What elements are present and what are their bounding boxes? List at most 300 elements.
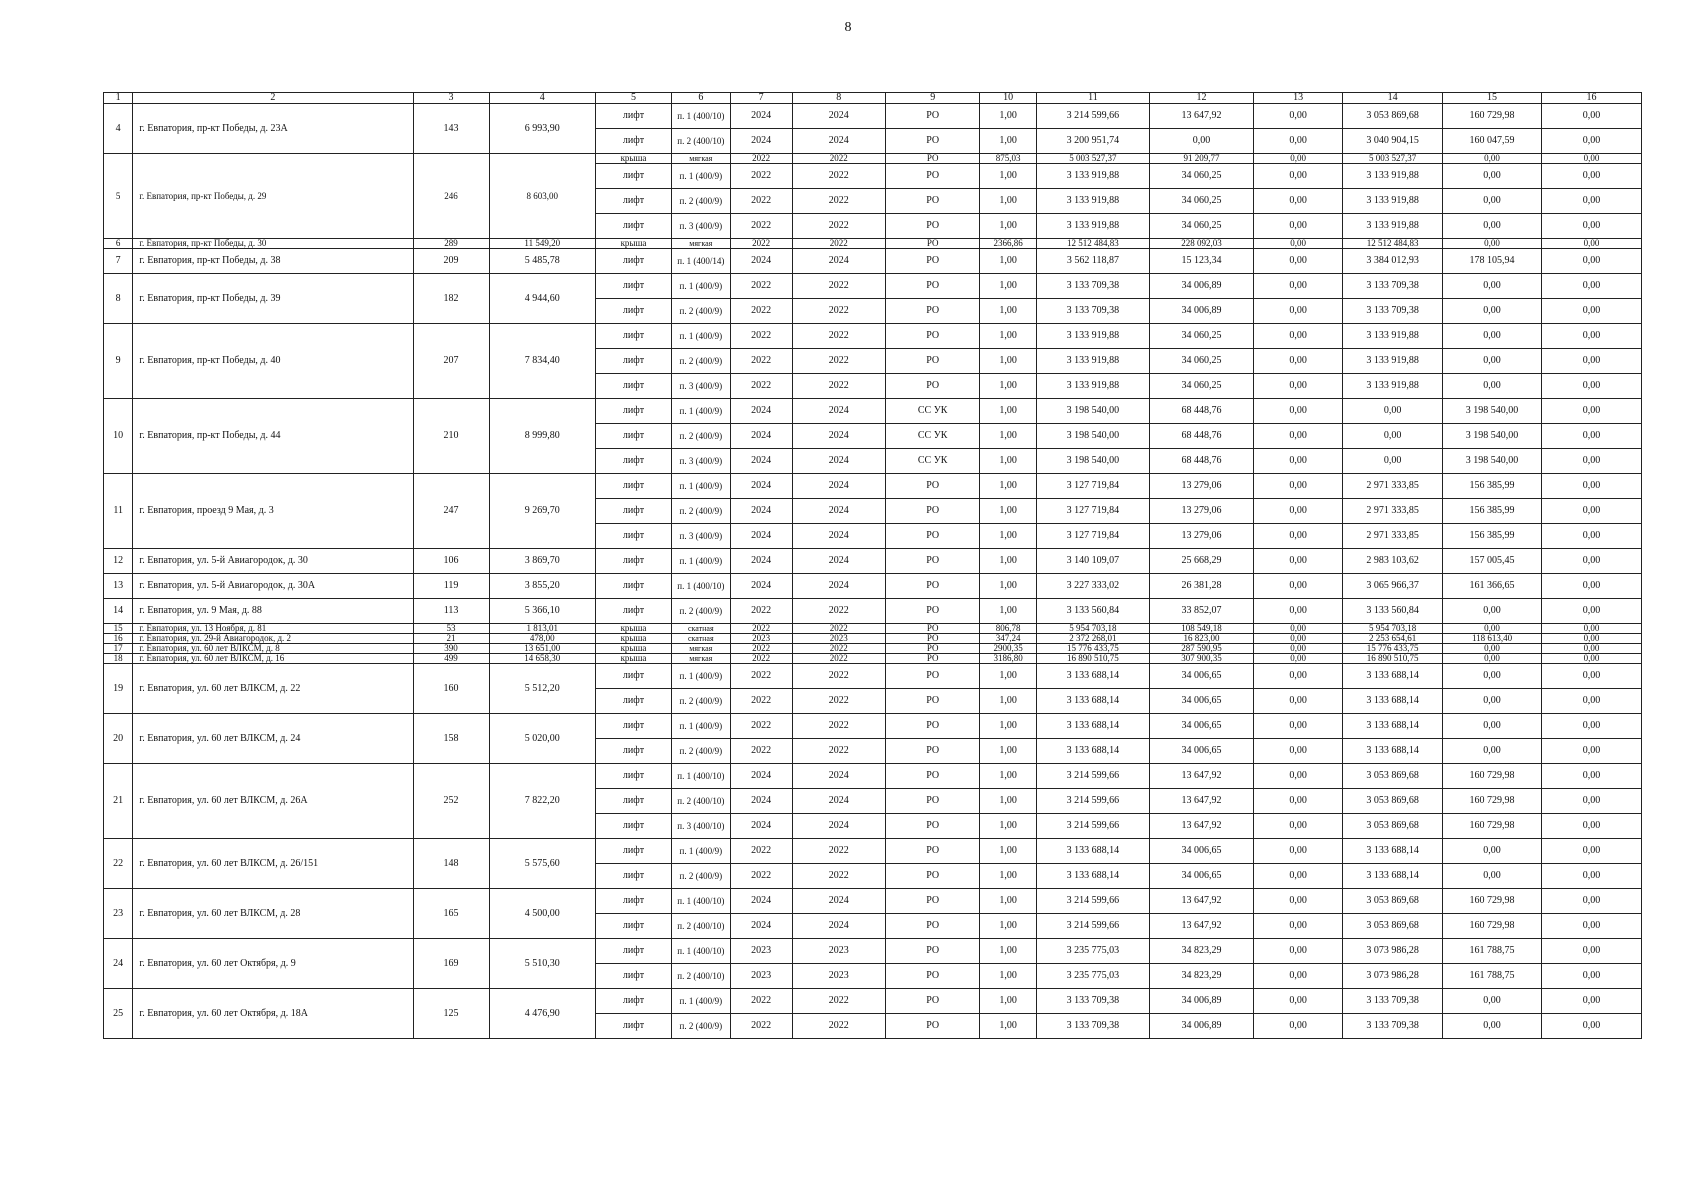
col-15-cell: 3 198 540,00	[1443, 399, 1542, 424]
col-14-cell: 3 133 688,14	[1343, 864, 1443, 889]
col-13-cell: 0,00	[1254, 864, 1343, 889]
year-start-cell: 2023	[730, 634, 792, 644]
address-cell: г. Евпатория, проезд 9 Мая, д. 3	[133, 474, 413, 549]
col-12-cell: 91 209,77	[1149, 154, 1253, 164]
work-type-cell: лифт	[595, 274, 671, 299]
residents-cell: 165	[413, 889, 489, 939]
address-cell: г. Евпатория, пр-кт Победы, д. 38	[133, 249, 413, 274]
col-15-cell: 0,00	[1443, 664, 1542, 689]
quantity-cell: 1,00	[980, 274, 1036, 299]
year-end-cell: 2022	[792, 239, 885, 249]
col-13-cell: 0,00	[1254, 634, 1343, 644]
fund-method-cell: РО	[885, 299, 979, 324]
residents-cell: 207	[413, 324, 489, 399]
fund-method-cell: РО	[885, 664, 979, 689]
year-end-cell: 2022	[792, 739, 885, 764]
quantity-cell: 1,00	[980, 424, 1036, 449]
col-16-cell: 0,00	[1541, 624, 1641, 634]
year-end-cell: 2024	[792, 449, 885, 474]
column-header-8: 8	[792, 93, 885, 104]
year-end-cell: 2023	[792, 964, 885, 989]
work-type-cell: лифт	[595, 299, 671, 324]
total-cost-cell: 3 133 560,84	[1036, 599, 1149, 624]
row-number-cell: 14	[104, 599, 133, 624]
col-12-cell: 13 279,06	[1149, 499, 1253, 524]
address-cell: г. Евпатория, пр-кт Победы, д. 44	[133, 399, 413, 474]
col-16-cell: 0,00	[1541, 764, 1641, 789]
col-15-cell: 160 729,98	[1443, 104, 1542, 129]
residents-cell: 246	[413, 154, 489, 239]
col-14-cell: 0,00	[1343, 449, 1443, 474]
col-13-cell: 0,00	[1254, 599, 1343, 624]
col-14-cell: 3 040 904,15	[1343, 129, 1443, 154]
area-cell: 9 269,70	[489, 474, 595, 549]
element-cell: п. 2 (400/9)	[672, 864, 731, 889]
element-cell: п. 2 (400/9)	[672, 299, 731, 324]
col-15-cell: 160 047,59	[1443, 129, 1542, 154]
col-15-cell: 0,00	[1443, 299, 1542, 324]
quantity-cell: 1,00	[980, 964, 1036, 989]
col-15-cell: 0,00	[1443, 714, 1542, 739]
address-cell: г. Евпатория, ул. 9 Мая, д. 88	[133, 599, 413, 624]
work-type-cell: крыша	[595, 634, 671, 644]
col-13-cell: 0,00	[1254, 154, 1343, 164]
col-12-cell: 108 549,18	[1149, 624, 1253, 634]
total-cost-cell: 3 133 688,14	[1036, 664, 1149, 689]
work-type-cell: лифт	[595, 189, 671, 214]
col-15-cell: 161 788,75	[1443, 964, 1542, 989]
col-14-cell: 2 983 103,62	[1343, 549, 1443, 574]
total-cost-cell: 3 133 919,88	[1036, 189, 1149, 214]
col-13-cell: 0,00	[1254, 374, 1343, 399]
element-cell: п. 1 (400/10)	[672, 764, 731, 789]
quantity-cell: 1,00	[980, 349, 1036, 374]
col-15-cell: 0,00	[1443, 839, 1542, 864]
residents-cell: 158	[413, 714, 489, 764]
work-type-cell: лифт	[595, 814, 671, 839]
capital-repair-table	[103, 92, 1642, 1039]
table-row	[104, 989, 1642, 1014]
col-13-cell: 0,00	[1254, 129, 1343, 154]
work-type-cell: лифт	[595, 664, 671, 689]
col-15-cell: 3 198 540,00	[1443, 424, 1542, 449]
col-13-cell: 0,00	[1254, 499, 1343, 524]
year-end-cell: 2024	[792, 129, 885, 154]
col-15-cell: 0,00	[1443, 689, 1542, 714]
quantity-cell: 875,03	[980, 154, 1036, 164]
col-13-cell: 0,00	[1254, 989, 1343, 1014]
col-13-cell: 0,00	[1254, 239, 1343, 249]
address-cell: г. Евпатория, пр-кт Победы, д. 23А	[133, 104, 413, 154]
total-cost-cell: 3 133 709,38	[1036, 299, 1149, 324]
total-cost-cell: 16 890 510,75	[1036, 654, 1149, 664]
fund-method-cell: РО	[885, 864, 979, 889]
quantity-cell: 1,00	[980, 549, 1036, 574]
col-14-cell: 3 133 560,84	[1343, 599, 1443, 624]
row-number-cell: 9	[104, 324, 133, 399]
col-14-cell: 3 073 986,28	[1343, 939, 1443, 964]
row-number-cell: 17	[104, 644, 133, 654]
element-cell: скатная	[672, 634, 731, 644]
year-start-cell: 2024	[730, 574, 792, 599]
col-14-cell: 3 053 869,68	[1343, 814, 1443, 839]
element-cell: п. 2 (400/9)	[672, 689, 731, 714]
work-type-cell: лифт	[595, 164, 671, 189]
row-number-cell: 16	[104, 634, 133, 644]
fund-method-cell: РО	[885, 524, 979, 549]
col-16-cell: 0,00	[1541, 154, 1641, 164]
total-cost-cell: 3 214 599,66	[1036, 789, 1149, 814]
area-cell: 5 512,20	[489, 664, 595, 714]
element-cell: п. 3 (400/9)	[672, 214, 731, 239]
col-13-cell: 0,00	[1254, 164, 1343, 189]
element-cell: п. 3 (400/9)	[672, 449, 731, 474]
col-16-cell: 0,00	[1541, 839, 1641, 864]
work-type-cell: крыша	[595, 644, 671, 654]
col-15-cell: 160 729,98	[1443, 914, 1542, 939]
col-14-cell: 3 133 688,14	[1343, 689, 1443, 714]
col-13-cell: 0,00	[1254, 964, 1343, 989]
col-13-cell: 0,00	[1254, 714, 1343, 739]
col-12-cell: 34 060,25	[1149, 324, 1253, 349]
col-14-cell: 3 133 688,14	[1343, 714, 1443, 739]
col-16-cell: 0,00	[1541, 104, 1641, 129]
col-13-cell: 0,00	[1254, 549, 1343, 574]
area-cell: 13 651,00	[489, 644, 595, 654]
work-type-cell: лифт	[595, 474, 671, 499]
quantity-cell: 1,00	[980, 914, 1036, 939]
col-12-cell: 68 448,76	[1149, 449, 1253, 474]
header-row	[104, 93, 1642, 104]
year-end-cell: 2022	[792, 599, 885, 624]
residents-cell: 143	[413, 104, 489, 154]
year-end-cell: 2024	[792, 764, 885, 789]
col-14-cell: 0,00	[1343, 424, 1443, 449]
col-15-cell: 156 385,99	[1443, 499, 1542, 524]
col-15-cell: 161 366,65	[1443, 574, 1542, 599]
total-cost-cell: 3 140 109,07	[1036, 549, 1149, 574]
total-cost-cell: 2 372 268,01	[1036, 634, 1149, 644]
col-12-cell: 34 006,89	[1149, 989, 1253, 1014]
col-12-cell: 34 006,89	[1149, 299, 1253, 324]
col-12-cell: 34 006,65	[1149, 689, 1253, 714]
year-start-cell: 2022	[730, 214, 792, 239]
element-cell: п. 1 (400/9)	[672, 474, 731, 499]
work-type-cell: лифт	[595, 399, 671, 424]
element-cell: п. 3 (400/9)	[672, 374, 731, 399]
col-16-cell: 0,00	[1541, 524, 1641, 549]
work-type-cell: лифт	[595, 214, 671, 239]
col-12-cell: 13 647,92	[1149, 104, 1253, 129]
col-15-cell: 0,00	[1443, 989, 1542, 1014]
col-13-cell: 0,00	[1254, 939, 1343, 964]
col-12-cell: 34 060,25	[1149, 374, 1253, 399]
col-13-cell: 0,00	[1254, 424, 1343, 449]
address-cell: г. Евпатория, ул. 29-й Авиагородок, д. 2	[133, 634, 413, 644]
year-end-cell: 2022	[792, 274, 885, 299]
residents-cell: 119	[413, 574, 489, 599]
col-14-cell: 5 954 703,18	[1343, 624, 1443, 634]
total-cost-cell: 3 227 333,02	[1036, 574, 1149, 599]
table-row	[104, 324, 1642, 349]
col-15-cell: 0,00	[1443, 599, 1542, 624]
column-header-10: 10	[980, 93, 1036, 104]
total-cost-cell: 3 198 540,00	[1036, 399, 1149, 424]
work-type-cell: крыша	[595, 624, 671, 634]
element-cell: п. 1 (400/9)	[672, 714, 731, 739]
element-cell: п. 1 (400/9)	[672, 399, 731, 424]
col-16-cell: 0,00	[1541, 889, 1641, 914]
area-cell: 11 549,20	[489, 239, 595, 249]
col-12-cell: 16 823,00	[1149, 634, 1253, 644]
total-cost-cell: 3 562 118,87	[1036, 249, 1149, 274]
col-16-cell: 0,00	[1541, 864, 1641, 889]
year-start-cell: 2022	[730, 164, 792, 189]
fund-method-cell: РО	[885, 324, 979, 349]
col-14-cell: 3 053 869,68	[1343, 764, 1443, 789]
work-type-cell: крыша	[595, 154, 671, 164]
col-14-cell: 16 890 510,75	[1343, 654, 1443, 664]
column-header-9: 9	[885, 93, 979, 104]
table-row	[104, 939, 1642, 964]
address-cell: г. Евпатория, ул. 5-й Авиагородок, д. 30А	[133, 574, 413, 599]
element-cell: мягкая	[672, 239, 731, 249]
col-12-cell: 13 279,06	[1149, 474, 1253, 499]
col-15-cell: 160 729,98	[1443, 789, 1542, 814]
col-14-cell: 3 133 688,14	[1343, 739, 1443, 764]
year-start-cell: 2023	[730, 939, 792, 964]
col-12-cell: 34 006,65	[1149, 664, 1253, 689]
col-12-cell: 33 852,07	[1149, 599, 1253, 624]
table-row	[104, 474, 1642, 499]
col-16-cell: 0,00	[1541, 214, 1641, 239]
work-type-cell: лифт	[595, 839, 671, 864]
table-row	[104, 889, 1642, 914]
col-15-cell: 160 729,98	[1443, 814, 1542, 839]
col-16-cell: 0,00	[1541, 299, 1641, 324]
work-type-cell: лифт	[595, 764, 671, 789]
year-end-cell: 2023	[792, 634, 885, 644]
col-16-cell: 0,00	[1541, 239, 1641, 249]
row-number-cell: 22	[104, 839, 133, 889]
work-type-cell: лифт	[595, 549, 671, 574]
col-12-cell: 34 823,29	[1149, 939, 1253, 964]
fund-method-cell: РО	[885, 689, 979, 714]
year-end-cell: 2022	[792, 664, 885, 689]
area-cell: 14 658,30	[489, 654, 595, 664]
work-type-cell: лифт	[595, 129, 671, 154]
year-start-cell: 2022	[730, 624, 792, 634]
work-type-cell: лифт	[595, 914, 671, 939]
col-14-cell: 3 133 919,88	[1343, 374, 1443, 399]
residents-cell: 106	[413, 549, 489, 574]
fund-method-cell: РО	[885, 714, 979, 739]
quantity-cell: 1,00	[980, 399, 1036, 424]
col-13-cell: 0,00	[1254, 624, 1343, 634]
year-start-cell: 2022	[730, 739, 792, 764]
total-cost-cell: 3 214 599,66	[1036, 764, 1149, 789]
total-cost-cell: 3 214 599,66	[1036, 104, 1149, 129]
year-start-cell: 2022	[730, 989, 792, 1014]
col-15-cell: 161 788,75	[1443, 939, 1542, 964]
col-14-cell: 2 971 333,85	[1343, 474, 1443, 499]
table-row	[104, 714, 1642, 739]
year-start-cell: 2024	[730, 524, 792, 549]
col-16-cell: 0,00	[1541, 714, 1641, 739]
column-header-16: 16	[1541, 93, 1641, 104]
quantity-cell: 1,00	[980, 714, 1036, 739]
total-cost-cell: 3 214 599,66	[1036, 914, 1149, 939]
col-16-cell: 0,00	[1541, 814, 1641, 839]
col-12-cell: 26 381,28	[1149, 574, 1253, 599]
year-start-cell: 2022	[730, 239, 792, 249]
col-14-cell: 2 971 333,85	[1343, 499, 1443, 524]
element-cell: п. 3 (400/10)	[672, 814, 731, 839]
year-start-cell: 2022	[730, 324, 792, 349]
residents-cell: 499	[413, 654, 489, 664]
col-14-cell: 3 384 012,93	[1343, 249, 1443, 274]
address-cell: г. Евпатория, ул. 60 лет ВЛКСМ, д. 22	[133, 664, 413, 714]
year-end-cell: 2022	[792, 714, 885, 739]
year-end-cell: 2022	[792, 864, 885, 889]
quantity-cell: 1,00	[980, 129, 1036, 154]
residents-cell: 247	[413, 474, 489, 549]
col-14-cell: 3 133 919,88	[1343, 164, 1443, 189]
area-cell: 478,00	[489, 634, 595, 644]
fund-method-cell: РО	[885, 764, 979, 789]
col-16-cell: 0,00	[1541, 739, 1641, 764]
quantity-cell: 1,00	[980, 299, 1036, 324]
column-header-15: 15	[1443, 93, 1542, 104]
year-end-cell: 2022	[792, 839, 885, 864]
residents-cell: 113	[413, 599, 489, 624]
year-end-cell: 2022	[792, 324, 885, 349]
table-row	[104, 624, 1642, 634]
column-header-5: 5	[595, 93, 671, 104]
table-row	[104, 654, 1642, 664]
total-cost-cell: 3 133 709,38	[1036, 274, 1149, 299]
year-start-cell: 2024	[730, 914, 792, 939]
fund-method-cell: РО	[885, 164, 979, 189]
fund-method-cell: СС УК	[885, 399, 979, 424]
total-cost-cell: 3 214 599,66	[1036, 889, 1149, 914]
col-15-cell: 0,00	[1443, 349, 1542, 374]
year-end-cell: 2024	[792, 104, 885, 129]
year-start-cell: 2022	[730, 599, 792, 624]
element-cell: п. 2 (400/9)	[672, 424, 731, 449]
element-cell: п. 1 (400/9)	[672, 989, 731, 1014]
row-number-cell: 23	[104, 889, 133, 939]
col-13-cell: 0,00	[1254, 664, 1343, 689]
col-16-cell: 0,00	[1541, 634, 1641, 644]
total-cost-cell: 3 133 919,88	[1036, 374, 1149, 399]
address-cell: г. Евпатория, ул. 60 лет ВЛКСМ, д. 26А	[133, 764, 413, 839]
year-end-cell: 2022	[792, 654, 885, 664]
area-cell: 8 603,00	[489, 154, 595, 239]
work-type-cell: лифт	[595, 1014, 671, 1039]
work-type-cell: лифт	[595, 989, 671, 1014]
address-cell: г. Евпатория, ул. 60 лет ВЛКСМ, д. 16	[133, 654, 413, 664]
total-cost-cell: 3 200 951,74	[1036, 129, 1149, 154]
row-number-cell: 25	[104, 989, 133, 1039]
col-13-cell: 0,00	[1254, 889, 1343, 914]
year-end-cell: 2022	[792, 1014, 885, 1039]
col-16-cell: 0,00	[1541, 964, 1641, 989]
year-start-cell: 2022	[730, 654, 792, 664]
year-end-cell: 2024	[792, 574, 885, 599]
fund-method-cell: РО	[885, 474, 979, 499]
col-15-cell: 157 005,45	[1443, 549, 1542, 574]
year-end-cell: 2024	[792, 549, 885, 574]
table-row	[104, 274, 1642, 299]
quantity-cell: 1,00	[980, 324, 1036, 349]
address-cell: г. Евпатория, ул. 60 лет Октября, д. 9	[133, 939, 413, 989]
row-number-cell: 6	[104, 239, 133, 249]
address-cell: г. Евпатория, пр-кт Победы, д. 39	[133, 274, 413, 324]
element-cell: скатная	[672, 624, 731, 634]
year-end-cell: 2022	[792, 154, 885, 164]
quantity-cell: 2900,35	[980, 644, 1036, 654]
residents-cell: 148	[413, 839, 489, 889]
element-cell: п. 2 (400/10)	[672, 789, 731, 814]
element-cell: п. 2 (400/9)	[672, 739, 731, 764]
fund-method-cell: РО	[885, 644, 979, 654]
col-15-cell: 118 613,40	[1443, 634, 1542, 644]
year-end-cell: 2024	[792, 399, 885, 424]
column-header-14: 14	[1343, 93, 1443, 104]
address-cell: г. Евпатория, пр-кт Победы, д. 40	[133, 324, 413, 399]
area-cell: 5 575,60	[489, 839, 595, 889]
quantity-cell: 1,00	[980, 764, 1036, 789]
element-cell: п. 1 (400/9)	[672, 324, 731, 349]
quantity-cell: 1,00	[980, 574, 1036, 599]
year-start-cell: 2022	[730, 374, 792, 399]
work-type-cell: лифт	[595, 864, 671, 889]
col-13-cell: 0,00	[1254, 739, 1343, 764]
col-16-cell: 0,00	[1541, 424, 1641, 449]
table-row	[104, 599, 1642, 624]
col-15-cell: 156 385,99	[1443, 524, 1542, 549]
total-cost-cell: 3 133 919,88	[1036, 349, 1149, 374]
year-start-cell: 2022	[730, 349, 792, 374]
col-16-cell: 0,00	[1541, 549, 1641, 574]
col-12-cell: 13 647,92	[1149, 889, 1253, 914]
year-end-cell: 2022	[792, 299, 885, 324]
year-start-cell: 2024	[730, 549, 792, 574]
area-cell: 5 510,30	[489, 939, 595, 989]
col-13-cell: 0,00	[1254, 574, 1343, 599]
col-15-cell: 0,00	[1443, 864, 1542, 889]
element-cell: п. 3 (400/9)	[672, 524, 731, 549]
table-row	[104, 664, 1642, 689]
fund-method-cell: РО	[885, 599, 979, 624]
fund-method-cell: РО	[885, 239, 979, 249]
table-row	[104, 764, 1642, 789]
col-14-cell: 2 253 654,61	[1343, 634, 1443, 644]
row-number-cell: 7	[104, 249, 133, 274]
fund-method-cell: РО	[885, 789, 979, 814]
residents-cell: 390	[413, 644, 489, 654]
col-14-cell: 3 053 869,68	[1343, 914, 1443, 939]
col-13-cell: 0,00	[1254, 449, 1343, 474]
fund-method-cell: РО	[885, 154, 979, 164]
residents-cell: 209	[413, 249, 489, 274]
year-start-cell: 2024	[730, 789, 792, 814]
col-14-cell: 12 512 484,83	[1343, 239, 1443, 249]
column-header-6: 6	[672, 93, 731, 104]
quantity-cell: 1,00	[980, 249, 1036, 274]
col-12-cell: 13 647,92	[1149, 764, 1253, 789]
